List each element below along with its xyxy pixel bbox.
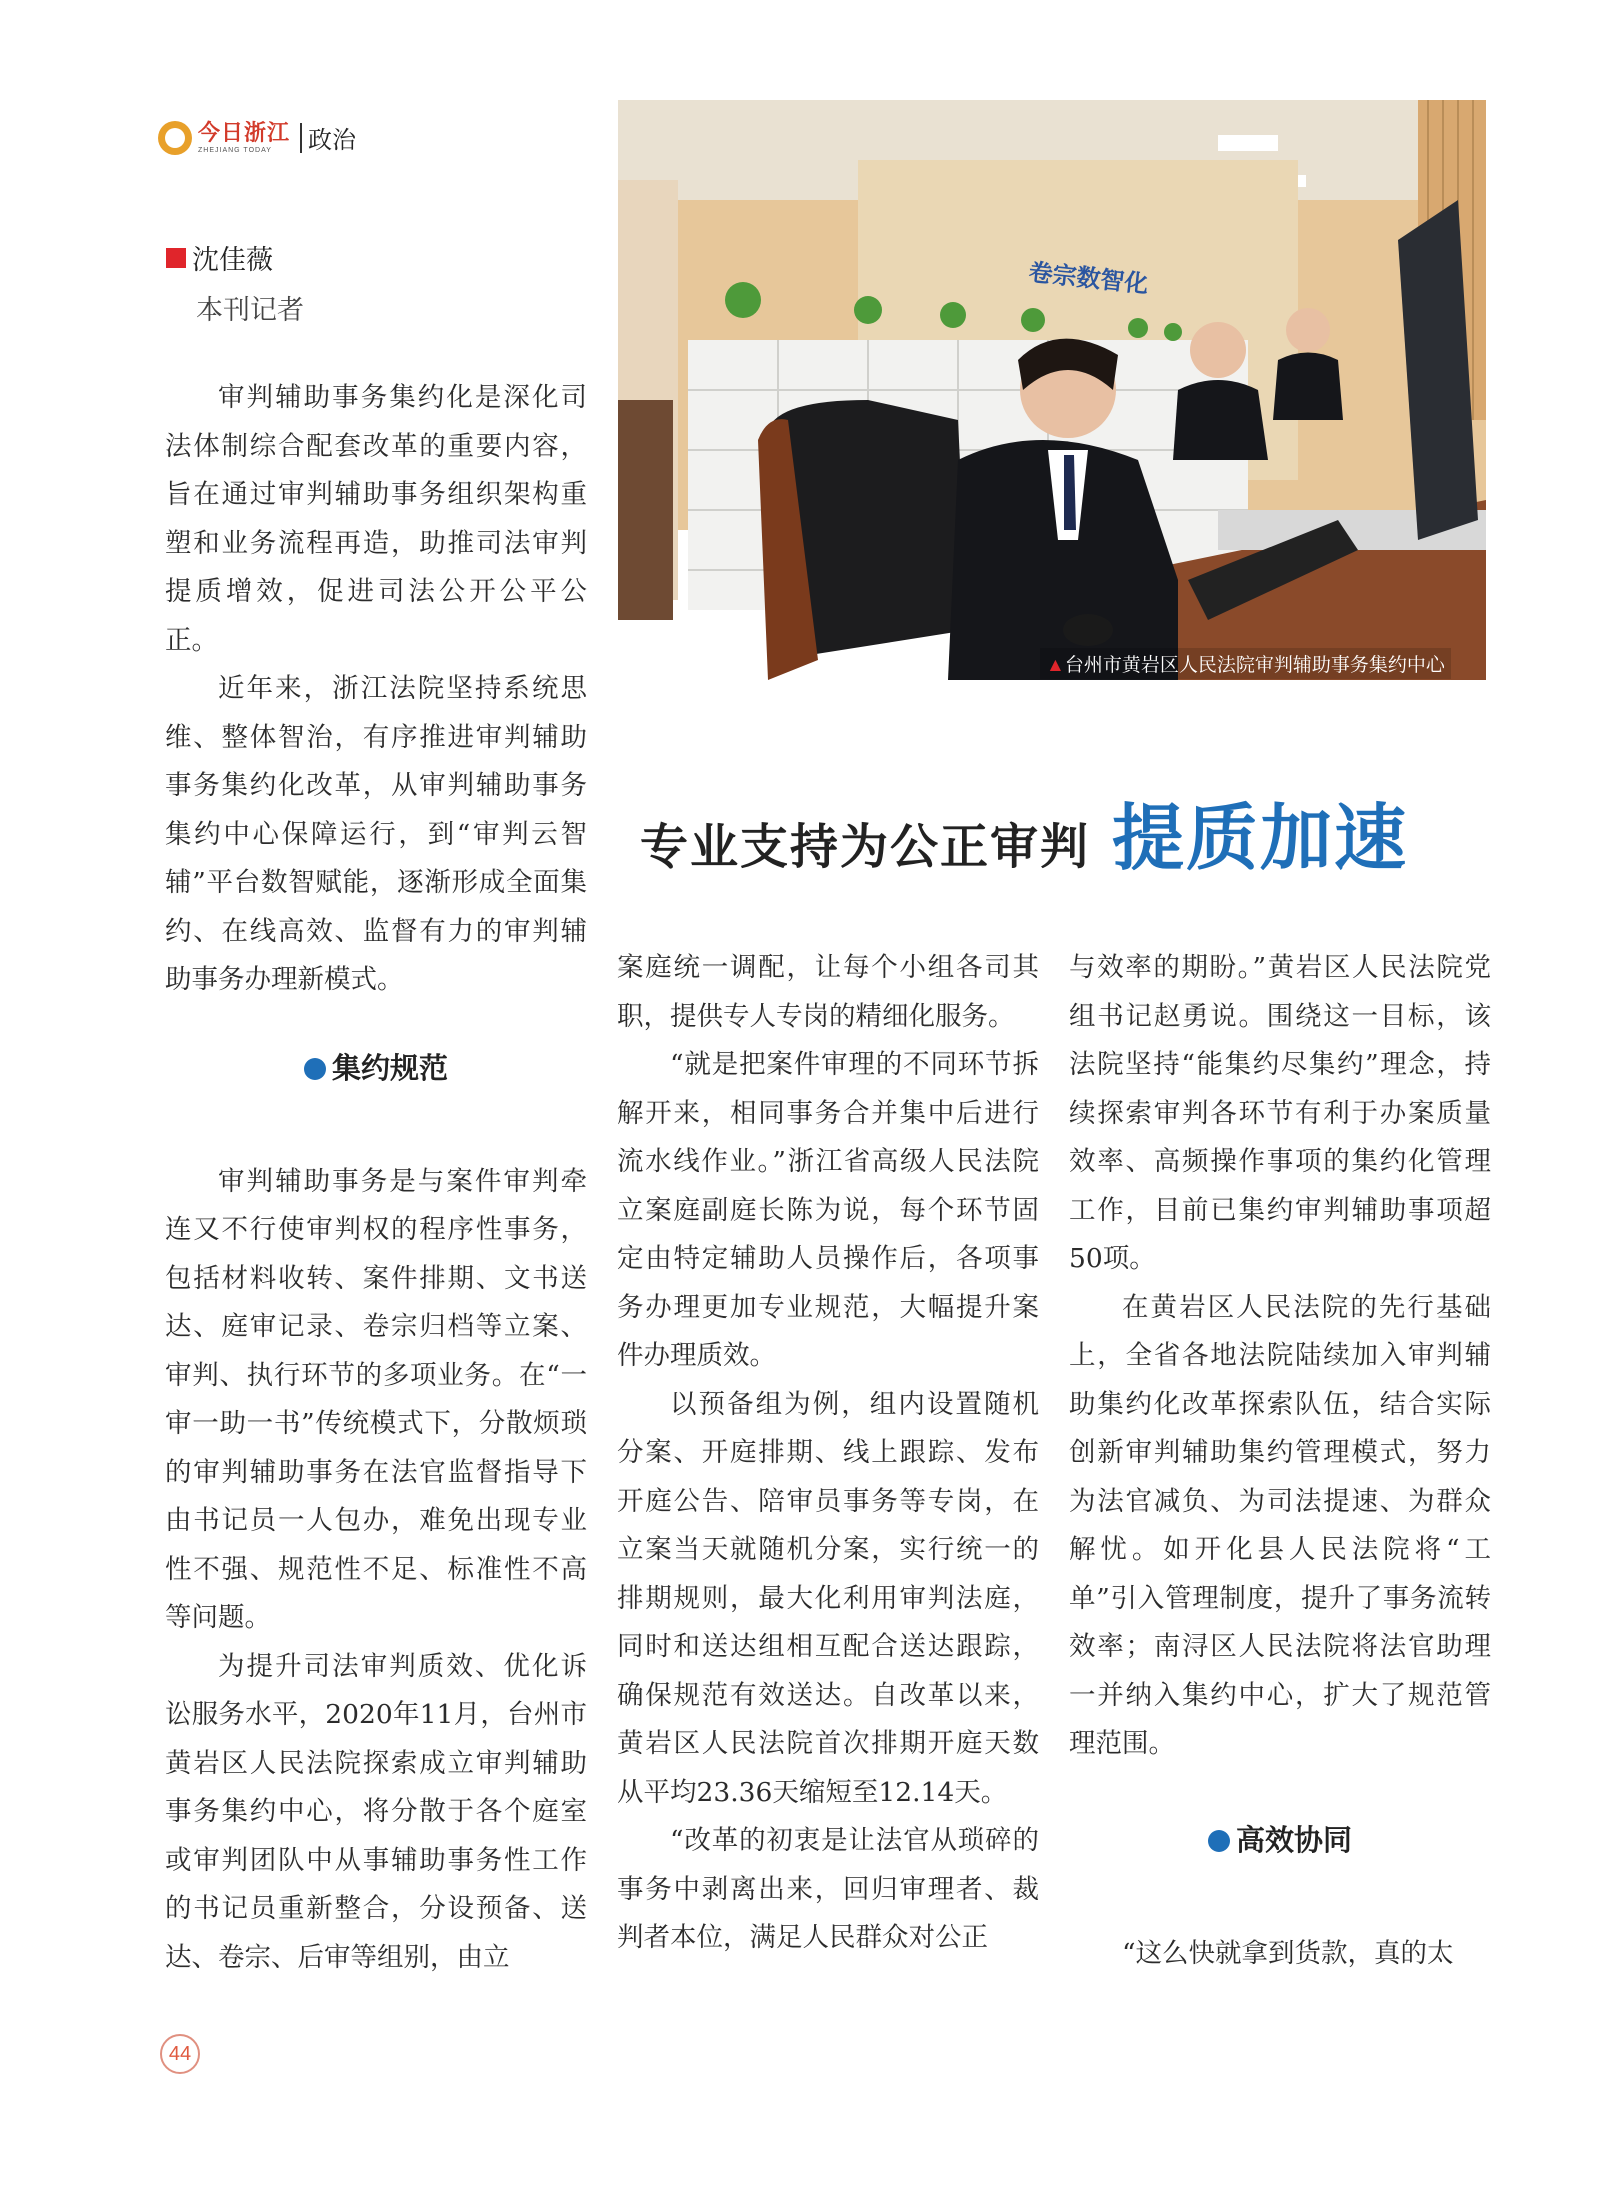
text-column-1	[165, 374, 587, 1982]
headline-part2: 提质加速	[1112, 796, 1409, 880]
paragraph: 案庭统一调配，让每个小组各司其职，提供专人专岗的精细化服务。	[617, 952, 1039, 1032]
subheading-2	[1069, 1793, 1491, 1890]
wall-sign: 卷宗数智化	[1027, 258, 1150, 299]
byline-author	[166, 238, 273, 277]
red-square-icon	[166, 248, 186, 268]
subheading-text: 集约规范	[331, 1052, 448, 1085]
logo-subtext: ZHEJIANG TODAY	[198, 146, 272, 154]
headline-part1: 专业支持为公正审判	[640, 819, 1091, 875]
page-number: 44	[160, 2034, 200, 2074]
paragraph: “这么快就拿到货款，真的太	[1122, 1937, 1454, 1969]
article-headline	[640, 780, 1408, 884]
paragraph: 审判辅助事务集约化是深化司法体制综合配套改革的重要内容，旨在通过审判辅助事务组织架构重塑和业务流程再造，助推司法审判提质增效，促进司法公开公平公正。	[165, 382, 587, 656]
magazine-logo	[158, 120, 356, 155]
text-column-3	[1069, 944, 1491, 1978]
court-office-photo	[618, 100, 1486, 680]
paragraph: “改革的初衷是让法官从琐碎的事务中剥离出来，回归审理者、裁判者本位，满足人民群众对公正	[617, 1825, 1039, 1953]
logo-text: 今日浙江	[198, 119, 291, 146]
photo-caption	[1040, 648, 1451, 679]
caption-text: 台州市黄岩区人民法院审判辅助事务集约中心	[1064, 655, 1445, 676]
text-column-2	[617, 944, 1039, 1963]
subheading-1	[165, 1021, 587, 1118]
blue-dot-icon	[1208, 1830, 1230, 1852]
paragraph: 在黄岩区人民法院的先行基础上，全省各地法院陆续加入审判辅助集约化改革探索队伍，结合实际创新审判辅助集约管理模式，努力为法官减负、为司法提速、为群众解忧。如开化县人民法院将“工单”引入管理制度，提升了事务流转效率；南浔区人民法院将法官助理一并纳入集约中心，扩大了规范管理范围。	[1069, 1291, 1491, 1759]
section-name: 政治	[308, 127, 357, 154]
paragraph: 为提升司法审判质效、优化诉讼服务水平，2020年11月，台州市黄岩区人民法院探索成立审判辅助事务集约中心，将分散于各个庭室或审判团队中从事辅助事务性工作的书记员重新整合，分设预备、送达、卷宗、后审等组别，由立	[165, 1650, 587, 1973]
blue-dot-icon	[304, 1058, 326, 1080]
paragraph: 以预备组为例，组内设置随机分案、开庭排期、线上跟踪、发布开庭公告、陪审员事务等专岗，在立案当天就随机分案，实行统一的排期规则，最大化利用审判法庭，同时和送达组相互配合送达跟踪，确保规范有效送达。自改革以来，黄岩区人民法院首次排期开庭天数从平均23.36天缩短至12.14天。	[617, 1388, 1039, 1808]
paragraph: “就是把案件审理的不同环节拆解开来，相同事务合并集中后进行流水线作业。”浙江省高级人民法院立案庭副庭长陈为说，每个环节固定由特定辅助人员操作后，各项事务办理更加专业规范，大幅提升案件办理质效。	[617, 1049, 1039, 1371]
paragraph: 审判辅助事务是与案件审判牵连又不行使审判权的程序性事务，包括材料收转、案件排期、文书送达、庭审记录、卷宗归档等立案、审判、执行环节的多项业务。在“一审一助一书”传统模式下，分散烦琐的审判辅助事务在法官监督指导下由书记员一人包办，难免出现专业性不强、规范性不足、标准性不高等问题。	[165, 1165, 587, 1633]
paragraph: 近年来，浙江法院坚持系统思维、整体智治，有序推进审判辅助事务集约化改革，从审判辅助事务集约中心保障运行，到“审判云智辅”平台数智赋能，逐渐形成全面集约、在线高效、监督有力的审判辅助事务办理新模式。	[165, 673, 587, 995]
byline-role: 本刊记者	[196, 295, 304, 326]
paragraph: 与效率的期盼。”黄岩区人民法院党组书记赵勇说。围绕这一目标，该法院坚持“能集约尽集约”理念，持续探索审判各环节有利于办案质量效率、高频操作事项的集约化管理工作，目前已集约审判辅助事项超50项。	[1069, 952, 1491, 1274]
header-divider	[300, 123, 302, 153]
triangle-icon: ▲	[1046, 655, 1065, 676]
author-name: 沈佳薇	[192, 245, 273, 275]
article-photo	[618, 100, 1486, 680]
logo-mark-icon	[158, 121, 192, 155]
subheading-text: 高效协同	[1235, 1824, 1352, 1857]
